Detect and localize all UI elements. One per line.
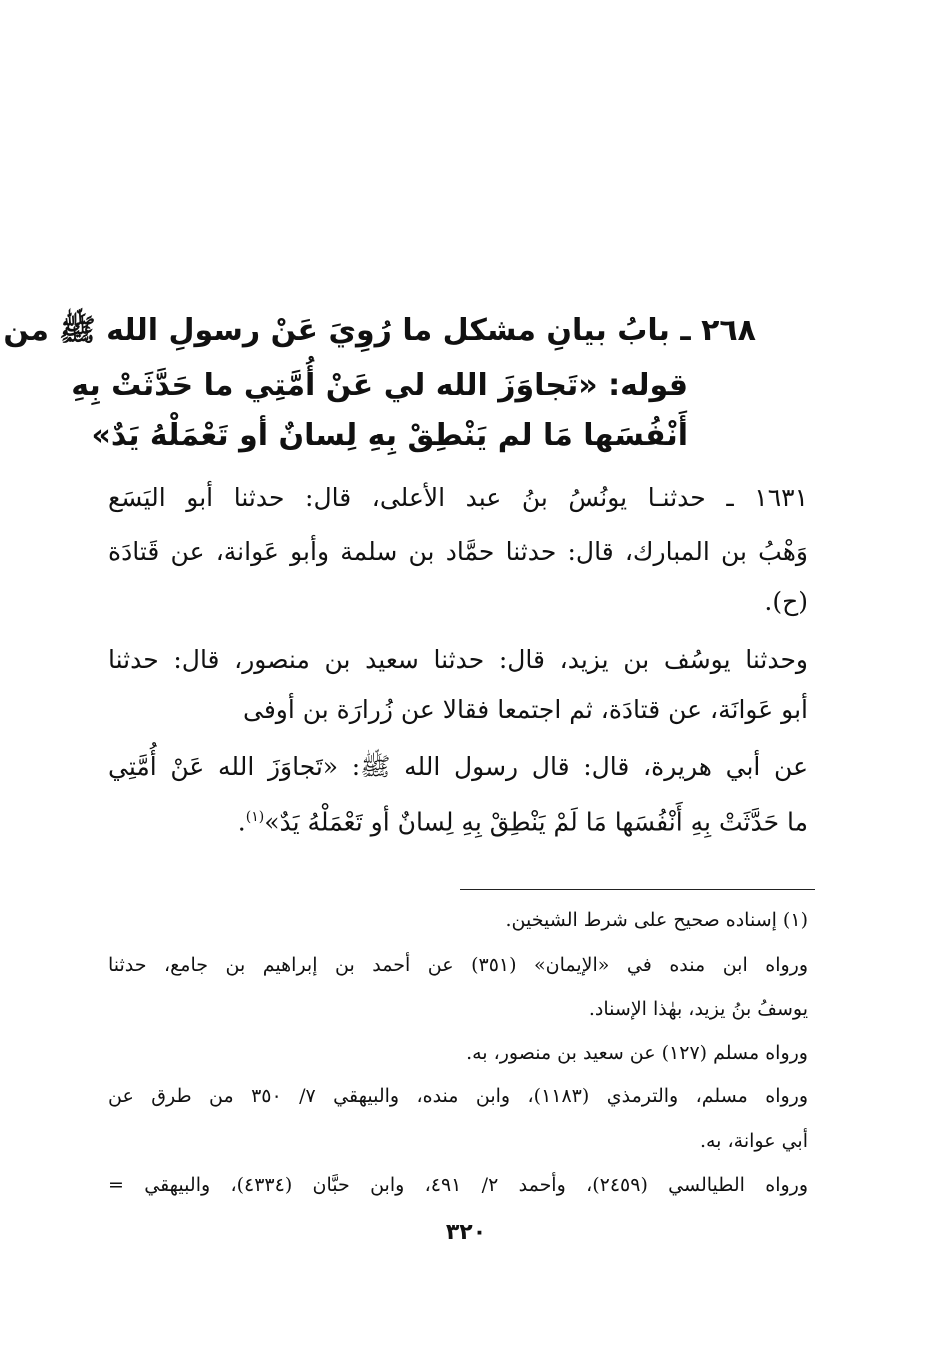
page-number: ٣٢٠ [445, 1220, 487, 1245]
footnote-4-line-1: ورواه مسلم، والترمذي (١١٨٣)، وابن منده، والبيهقي ٧/ ٣٥٠ من طرق عن [108, 1085, 808, 1107]
chapter-heading-line-1: ٢٦٨ ـ بابُ بيانِ مشكل ما رُوِيَ عَنْ رسولِ الله ﷺ من [3, 313, 756, 348]
matn-line-2-text: ما حَدَّثَتْ بِهِ أَنْفُسَها مَا لَمْ يَنْطِقْ بِهِ لِسانٌ أو تَعْمَلْهُ يَدٌ» [264, 807, 808, 837]
chapter-heading-line-3: أَنْفُسَها مَا لم يَنْطِقْ بِهِ لِسانٌ أو تَعْمَلْهُ يَدٌ» [91, 418, 688, 453]
footnote-2-line-2: يوسفُ بنُ يزيد، بهٰذا الإسناد. [588, 998, 808, 1020]
matn-line-2 [238, 797, 808, 842]
hadith-1631-line-3: (ح). [764, 587, 808, 616]
isnad-2-line-2: أبو عَوانَة، عن قتادَة، ثم اجتمعا فقالا عن زُرارَة بن أوفى [242, 695, 808, 724]
chapter-heading-line-2: قوله: «تَجاوَزَ الله لي عَنْ أُمَّتِي ما حَدَّثَتْ بِهِ [71, 368, 688, 403]
footnote-3: ورواه مسلم (١٢٧) عن سعيد بن منصور، به. [466, 1042, 808, 1064]
footnote-separator [460, 889, 815, 890]
footnote-ref-1: (١) [245, 809, 265, 825]
footnote-1: (١) إسناده صحيح على شرط الشيخين. [505, 909, 808, 931]
matn-line-2-end: . [237, 807, 246, 837]
matn-line-1: عن أبي هريرة، قال: قال رسول الله ﷺ: «تَجاوَزَ الله عَنْ أُمَّتِي [108, 752, 808, 781]
isnad-2-line-1: وحدثنا يوسُف بن يزيد، قال: حدثنا سعيد بن منصور، قال: حدثنا [108, 645, 808, 674]
footnote-5-line-1: ورواه الطيالسي (٢٤٥٩)، وأحمد ٢/ ٤٩١، وابن حبَّان (٤٣٣٤)، والبيهقي = [108, 1174, 808, 1196]
footnote-4-line-2: أبي عوانة، به. [699, 1130, 808, 1152]
hadith-1631-line-1: ١٦٣١ ـ حدثنـا يونُسُ بنُ عبد الأعلى، قال: حدثنا أبو اليَسَع [108, 483, 808, 512]
hadith-1631-line-2: وَهْبُ بن المبارك، قال: حدثنا حمَّاد بن سلمة وأبو عَوانة، عن قَتادَة [108, 537, 808, 566]
footnote-2-line-1: ورواه ابن منده في «الإيمان» (٣٥١) عن أحمد بن إبراهيم بن جامع، حدثنا [108, 954, 808, 976]
